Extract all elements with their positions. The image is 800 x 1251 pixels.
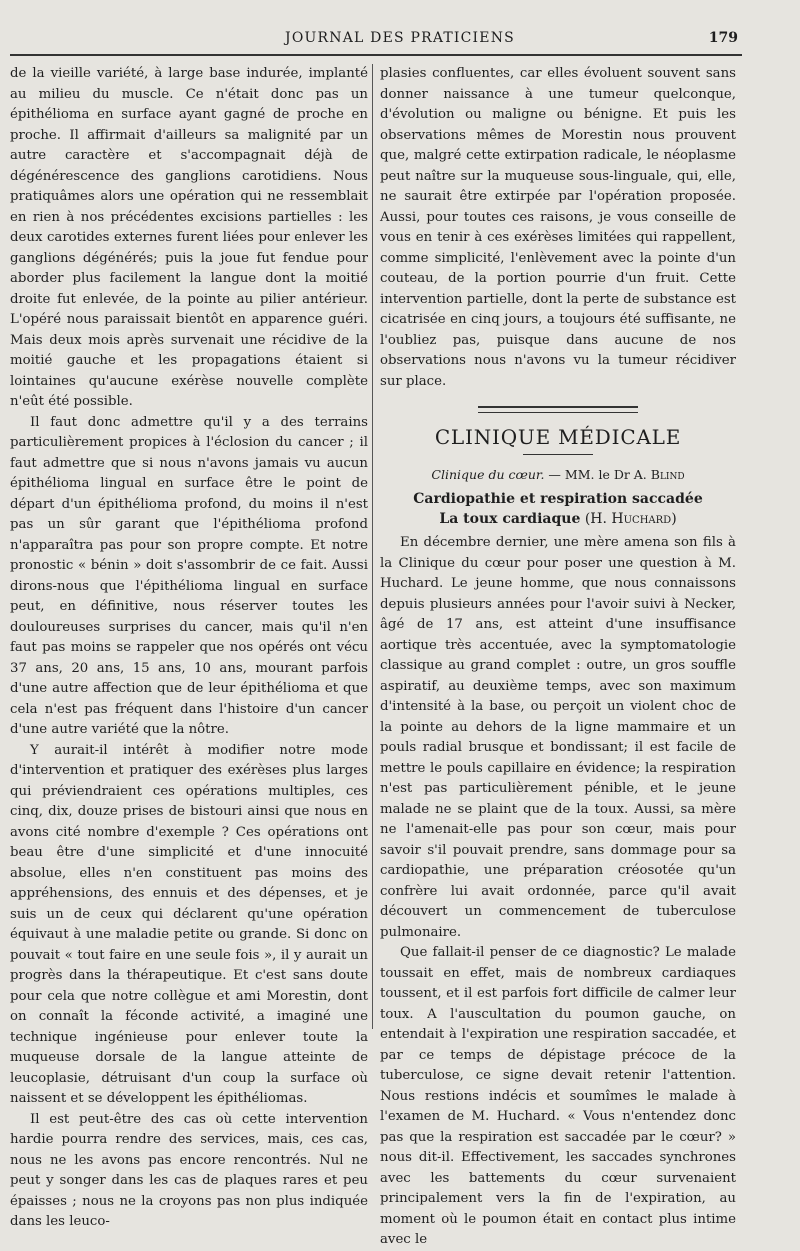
article-author: Huchard: [611, 511, 672, 527]
title-underline: [523, 454, 593, 455]
article-title: Cardiopathie et respiration saccadée: [413, 491, 703, 507]
section-title: CLINIQUE MÉDICALE: [434, 425, 682, 449]
paragraph: Il faut donc admettre qu'il y a des terrains particulièrement propices à l'éclosion du cancer ; il faut admettre que si nous n'avons jamais vu aucun épithélioma lingual en surface être le point de départ d'un épithélioma profond, du moins il n'est pas un sûr garant que l'épithélioma profond n'apparaîtra pas pour son propre compte. Et notre pronostic « bénin » doit s'assombrir de ce fait. Aussi dirons-nous que l'épithélioma lingual en surface peut, en définitive, nous réserver toutes les douloureuses surprises du cancer, mais qu'il n'en faut pas moins se rappeler que nos opérés ont vécu 37 ans, 20 ans, 15 ans, 10 ans, mourant parfois d'une autre affection que de leur épithélioma et que cela n'est pas fréquent dans l'histoire d'un cancer d'une autre variété que la nôtre.: [10, 414, 368, 737]
byline-text: — MM. le Dr A.: [544, 466, 651, 482]
running-head: JOURNAL DES PRATICIENS: [285, 30, 515, 46]
article-subtitle-main: La toux cardiaque: [439, 511, 581, 527]
header-rule: [10, 54, 742, 56]
page-number: 179: [708, 30, 738, 46]
paragraph: plasies confluentes, car elles évoluent souvent sans donner naissance à une tumeur quelconque, d'évolution ou maligne ou bénigne. Et puis les observations mêmes de Morestin nous prouvent que, malgré cette extirpation radicale, le néoplasme peut naître sur la muqueuse sous-linguale, qui, elle, ne saurait être extirpée par l'opération proposée. Aussi, pour toutes ces raisons, je vous conseille de vous en tenir à ces exérèses limitées qui rappellent, comme simplicité, l'enlèvement avec la pointe d'un couteau, de la portion pourrie d'un fruit. Cette intervention partielle, dont la perte de substance est cicatrisée en cinq jours, a toujours été suffisante, ne l'oubliez pas, puisque dans aucune de nos observations nous n'avons vu la tumeur récidiver sur place.: [380, 66, 736, 389]
paragraph: Il est peut-être des cas où cette intervention hardie pourra rendre des services, mais, ces cas, nous ne les avons pas encore rencontrés. Nul ne peut y songer dans les cas de plaques rares et peu épaisses ; nous ne la croyons pas non plus indiquée dans les leuco-: [10, 1111, 368, 1229]
left-column: [10, 64, 368, 1233]
article-author-open: (H.: [580, 511, 612, 527]
paragraph: En décembre dernier, une mère amena son fils à la Clinique du cœur pour poser une question à M. Huchard. Le jeune homme, que nous connaissons depuis plusieurs années pour l'avoir suivi à Necker, âgé de 17 ans, est atteint d'une insuffisance aortique très accentuée, avec la symptomatologie classique au grand complet : outre, un gros souffle aspiratif, au deuxième temps, avec son maximum d'intensité à la base, ou perçoit un violent choc de la pointe au dehors de la ligne mammaire et un pouls radial brusque et bondissant; il est facile de mettre le pouls capillaire en évidence; la respiration n'est pas particulièrement pénible, et le jeune malade ne se plaint que de la toux. Aussi, sa mère ne l'amenait-elle pas pour son cœur, mais pour savoir s'il pouvait prendre, sans dommage pour sa cardiopathie, une préparation créosotée qu'un confrère lui avait ordonnée, parce qu'il avait découvert un commencement de tuberculose pulmonaire.: [380, 535, 736, 940]
article-byline: [380, 465, 736, 486]
byline-author: Blind: [650, 466, 685, 482]
section-divider: [478, 406, 638, 413]
article-subtitle: [380, 509, 736, 529]
column-divider: [372, 64, 373, 1029]
right-column: [380, 64, 736, 1251]
paragraph: Que fallait-il penser de ce diagnostic? Le malade toussait en effet, mais de nombreux cardiaques toussent, et il est parfois fort difficile de calmer leur toux. A l'auscultation du poumon gauche, on entendait à l'expiration une respiration saccadée, et par ce temps de dépistage précoce de la tuberculose, ce signe devait retenir l'attention. Nous restions indécis et soumîmes le malade à l'examen de M. Huchard. « Vous n'entendez donc pas que la respiration est saccadée par le cœur? » nous dit-il. Effectivement, les saccades synchrones avec les battements du cœur survenaient principalement vers la fin de l'expiration, au moment où le poumon était en contact plus intime avec le: [380, 945, 736, 1247]
byline-rubric: Clinique du cœur.: [431, 466, 545, 482]
paragraph: de la vieille variété, à large base indurée, implanté au milieu du muscle. Ce n'était donc pas un épithélioma en surface ayant gagné de proche en proche. Il affirmait d'ailleurs sa malignité par un autre caractère et s'accompagnait déjà de dégénérescence des ganglions carotidiens. Nous pratiquâmes alors une opération qui ne ressemblait en rien à nos précédentes excisions partielles : les deux carotides externes furent liées pour enlever les ganglions dégénérés; puis la joue fut fendue pour aborder plus facilement la langue dont la moitié droite fut enlevée, de la pointe au pilier antérieur. L'opéré nous paraissait bientôt en apparence guéri. Mais deux mois après survenait une récidive de la moitié gauche et les propagations étaient si lointaines qu'aucune exérèse nouvelle complète n'eût été possible.: [10, 66, 368, 409]
article-author-close: ): [671, 511, 677, 527]
paragraph: Y aurait-il intérêt à modifier notre mode d'intervention et pratiquer des exérèses plus larges qui préviendraient ces opérations multiples, ces cinq, dix, douze prises de bistouri ainsi que nous en avons cité nombre d'exemple ? Ces opérations ont beau être d'une simplicité et d'une innocuité absolue, elles n'en constituent pas moins des appréhensions, des ennuis et des dépenses, et je suis un de ceux qui déclarent qu'une opération équivaut à une maladie petite ou grande. Si donc on pouvait « tout faire en une seule fois », il y aurait un progrès dans la thérapeutique. Et c'est sans doute pour cela que notre collègue et ami Morestin, dont on connaît la féconde activité, a imaginé une technique ingénieuse pour enlever toute la muqueuse dorsale de la langue atteinte de leucoplasie, détruisant d'un coup la surface où naissent et se développent les épithéliomas.: [10, 742, 368, 1106]
